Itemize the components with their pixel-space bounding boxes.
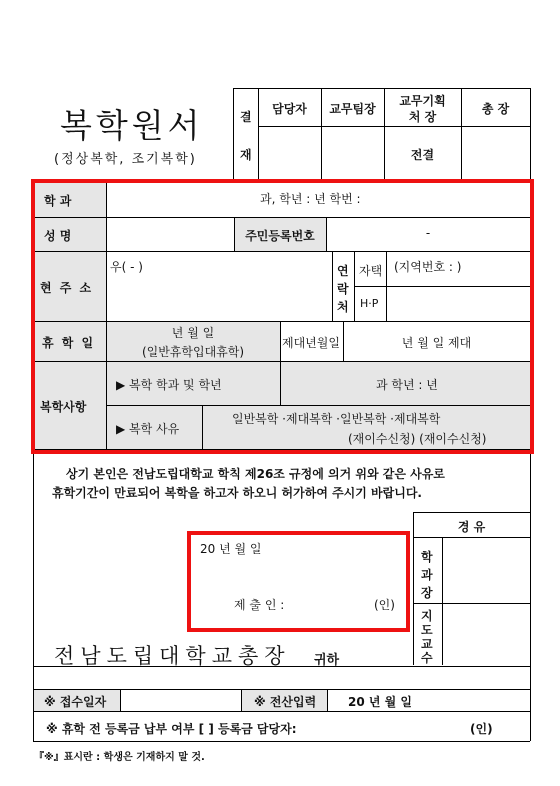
receipt-date-field[interactable] [122,691,239,710]
return-reason-options[interactable]: 일반복학 ·제대복학 ·일반복학 ·제대복학 [232,412,441,426]
home-phone-field[interactable]: (지역번호 : ) [394,260,462,274]
contact-label-2: 락 [337,282,349,296]
form-title: 복학원서 [60,106,204,145]
submission-date[interactable]: 20 년 월 일 [200,542,262,556]
submitter-label: 제 출 인 : [234,598,285,612]
route-dept-head-2: 과 [421,568,433,582]
route-dept-head-3: 장 [421,586,433,600]
leave-date-field[interactable]: 년 월 일 [171,326,215,340]
discharge-date-label: 제대년월일 [282,336,340,350]
address-field[interactable]: 우( - ) [110,260,143,274]
footnote: 『※』표시란 : 학생은 기재하지 말 것. [34,752,205,763]
return-dept-field[interactable]: 과 학년 : 년 [376,378,438,392]
mobile-phone-field[interactable] [388,288,528,319]
data-entry-label: ※ 전산입력 [254,695,317,709]
name-field[interactable] [108,219,232,249]
route-dept-head-sign[interactable] [444,539,528,601]
statement-line-1: 상기 본인은 전남도립대학교 학칙 제26조 규정에 의거 위와 같은 사유로 [66,467,445,481]
route-advisor-sign[interactable] [444,605,528,663]
data-entry-date[interactable]: 20 년 월 일 [348,695,413,709]
return-dept-label: ▶ 복학 학과 및 학년 [116,378,222,392]
name-label: 성 명 [44,229,72,243]
approval-col-staff: 담당자 [272,102,307,116]
leave-type-field[interactable]: (일반휴학입대휴학) [141,345,245,359]
route-advisor-3: 교 [421,637,433,651]
approval-col-president: 총 장 [481,102,510,116]
approval-col-director-1: 교무기획 [399,94,446,108]
approval-delegated: 전결 [410,148,435,162]
form-subtitle: (정상복학, 조기복학) [54,152,197,167]
address-label: 현 주 소 [40,281,94,295]
route-header: 경 유 [457,520,486,534]
return-reason-retake[interactable]: (재이수신청) (재이수신청) [348,432,487,446]
contact-label-1: 연 [337,264,349,278]
dept-label: 학 과 [44,194,72,208]
statement-line-2: 휴학기간이 만료되어 복학을 하고자 하오니 허가하여 주시기 바랍니다. [52,486,422,500]
addressee-suffix: 귀하 [314,653,340,668]
rrn-field[interactable]: - [425,226,431,240]
route-advisor-1: 지 [421,609,433,623]
approval-gyeol: 결 [240,110,252,124]
leave-date-label: 휴 학 일 [42,336,96,350]
rrn-label: 주민등록번호 [245,229,315,243]
route-advisor-2: 도 [421,623,433,637]
home-phone-label: 자택 [359,264,383,278]
route-dept-head-1: 학 [421,550,433,564]
return-reason-label: ▶ 복학 사유 [116,422,180,436]
approval-col-team-lead: 교무팀장 [329,102,376,116]
addressee-school: 전남도립대학교총장 [54,644,291,668]
mobile-phone-label: H·P [360,297,379,310]
contact-label-3: 처 [337,300,349,314]
return-section-label: 복학사항 [40,400,87,414]
submitter-seal: (인) [374,598,395,612]
approval-col-director-2: 처 장 [408,110,437,124]
approval-jae: 재 [240,148,252,162]
discharge-date-field[interactable]: 년 월 일 제대 [401,336,472,350]
route-advisor-4: 수 [421,651,433,665]
dept-field[interactable]: 과, 학년 : 년 학번 : [260,192,361,206]
receipt-date-label: ※ 접수일자 [44,695,107,709]
fee-payment-check[interactable]: ※ 휴학 전 등록금 납부 여부 [ ] 등록금 담당자: [46,722,297,736]
fee-officer-seal: (인) [470,722,493,736]
